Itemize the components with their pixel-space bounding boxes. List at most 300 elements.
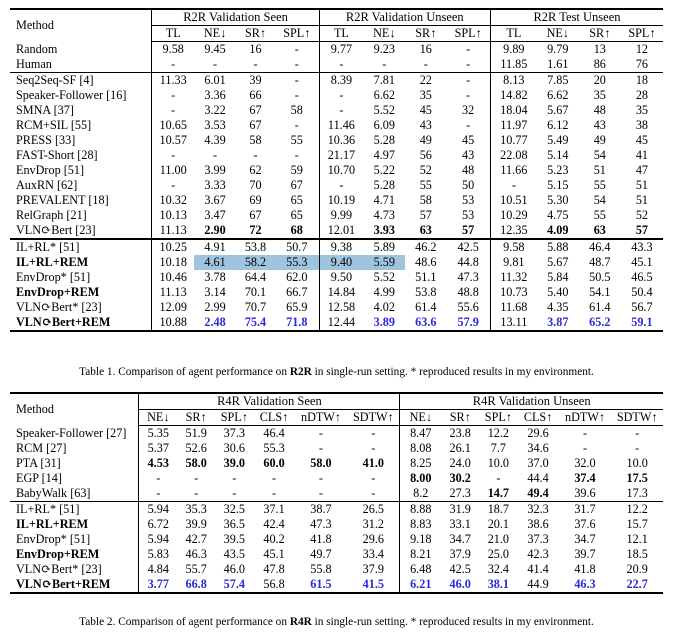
table-cell: -: [319, 57, 363, 73]
table-cell: 4.61: [194, 255, 236, 270]
table-row: [10, 285, 663, 300]
column-header: nDTW↑: [295, 410, 348, 426]
column-header: SPL↑: [479, 410, 517, 426]
table-cell: 39.7: [574, 547, 596, 561]
table-cell: 33.4: [362, 547, 384, 561]
table-cell: 8.00: [400, 471, 441, 486]
table-cell: 58: [290, 103, 303, 117]
table-cell: 49: [593, 133, 606, 147]
table-cell: 67: [249, 103, 262, 117]
table-cell: 38.7: [295, 502, 348, 518]
table-cell: 30.6: [223, 441, 245, 455]
table-cell: 72: [249, 223, 262, 237]
table-cell: 4.97: [373, 148, 395, 162]
table-cell: 70.7: [244, 300, 267, 314]
table-cell: 47.3: [457, 270, 479, 284]
method-name: PREVALENT [18]: [16, 193, 109, 207]
table-cell: 49.4: [527, 486, 549, 500]
table-cell: 18.04: [490, 103, 536, 118]
table-cell: 55.3: [263, 441, 285, 455]
table-cell: 44.9: [517, 577, 558, 593]
table-cell: 9.40: [319, 255, 363, 270]
column-header: SDTW↑: [347, 410, 400, 426]
table-cell: 5.30: [547, 193, 569, 207]
table-cell: 5.59: [363, 255, 405, 270]
table-cell: 52: [419, 163, 432, 177]
table-cell: 3.36: [204, 88, 226, 102]
table-cell: 66: [249, 88, 262, 102]
method-name: RCM+SIL [55]: [16, 118, 92, 132]
table-cell: -: [582, 426, 588, 440]
table-cell: 47.8: [263, 562, 285, 576]
table-cell: 24.0: [449, 456, 471, 470]
table-cell: 41.4: [527, 562, 549, 576]
table-cell: 5.40: [547, 285, 569, 299]
table-cell: 49.7: [310, 547, 332, 561]
table-cell: 11.00: [152, 163, 194, 178]
table-cell: 5.88: [537, 239, 579, 255]
table-cell: 17.5: [626, 471, 648, 485]
table-cell: -: [635, 441, 640, 455]
table-cell: 55.3: [275, 255, 319, 270]
table-cell: 41.8: [310, 532, 332, 546]
table-cell: 20.9: [626, 562, 648, 576]
table-cell: 50.4: [631, 285, 653, 299]
method-name: IL+RL+REM: [16, 255, 89, 269]
table-cell: 45: [419, 103, 432, 117]
table-cell: 18.5: [626, 547, 648, 561]
table-cell: -: [496, 471, 501, 485]
table-cell: 22.7: [611, 577, 663, 593]
table-cell: 52: [635, 208, 648, 222]
table-cell: -: [294, 148, 299, 162]
table-cell: 54: [593, 193, 606, 207]
table-cell: 29.6: [362, 532, 384, 546]
table-cell: 59: [290, 163, 303, 177]
table-row: [10, 255, 663, 270]
table-cell: 43: [593, 118, 606, 132]
table-cell: 10.36: [319, 133, 363, 148]
table-cell: 11.32: [490, 270, 536, 285]
column-header: NE↓: [400, 410, 441, 426]
table-cell: 5.83: [139, 547, 177, 562]
table-cell: 41.8: [574, 562, 596, 576]
table-cell: 9.99: [319, 208, 363, 223]
table-row: [10, 441, 663, 456]
table-cell: 9.77: [319, 42, 363, 58]
table-cell: 70.1: [244, 285, 267, 299]
table-cell: 6.48: [400, 562, 441, 577]
table-cell: 10.18: [152, 255, 194, 270]
table-cell: 57: [462, 223, 475, 237]
table-cell: -: [466, 118, 471, 132]
table-row: [10, 73, 663, 89]
method-name: PRESS [33]: [16, 133, 76, 147]
table-cell: 11.68: [490, 300, 536, 315]
method-name: RelGraph [21]: [16, 208, 87, 222]
table-r2r-comparison: [10, 8, 663, 332]
table-cell: 60.0: [263, 456, 285, 470]
table-cell: 41: [635, 148, 648, 162]
table-cell: 46.3: [559, 577, 612, 593]
column-header: NE↓: [139, 410, 177, 426]
table-cell: 12.44: [319, 315, 363, 331]
table-cell: -: [318, 486, 323, 500]
table-row: [10, 426, 663, 442]
table-cell: 10.70: [319, 163, 363, 178]
table-cell: 3.33: [204, 178, 226, 192]
method-name: Speaker-Follower [27]: [16, 425, 127, 440]
table-cell: 76: [635, 57, 648, 71]
table-cell: 35: [593, 88, 606, 102]
table-cell: 46.3: [185, 547, 207, 561]
table-cell: 12.58: [319, 300, 363, 315]
table-cell: 55: [419, 178, 432, 192]
table-cell: 10.57: [152, 133, 194, 148]
table-cell: 14.84: [319, 285, 363, 300]
table-row: [10, 118, 663, 133]
table-cell: 56.7: [631, 300, 653, 314]
table-cell: 37.9: [449, 547, 471, 561]
table-cell: 13: [593, 42, 606, 56]
table-cell: 17.3: [626, 486, 648, 500]
table-cell: -: [371, 486, 376, 500]
table-cell: 41.5: [347, 577, 400, 593]
table-cell: -: [275, 73, 319, 89]
table-cell: 33.1: [449, 517, 471, 531]
table-cell: 16: [249, 42, 262, 56]
table-cell: -: [319, 88, 363, 103]
table-cell: 37.0: [527, 456, 549, 470]
table-cell: 70: [249, 178, 262, 192]
table-cell: -: [423, 57, 428, 71]
table-cell: 10.32: [152, 193, 194, 208]
table-cell: 14.7: [487, 486, 510, 500]
table-cell: 57.4: [215, 577, 253, 593]
method-name: VLN⟳Bert* [23]: [16, 300, 102, 314]
table-cell: 5.67: [547, 103, 569, 117]
table-cell: -: [319, 178, 363, 193]
table-row: [10, 577, 663, 593]
table-cell: 58.0: [185, 456, 207, 470]
table-cell: 9.58: [152, 42, 194, 58]
table-cell: 5.28: [373, 133, 395, 147]
table-cell: 9.79: [547, 42, 569, 56]
table-cell: 45: [635, 133, 648, 147]
table-cell: 46.0: [441, 577, 479, 593]
table-row: [10, 517, 663, 532]
table-cell: -: [253, 148, 258, 162]
column-header: NE↓: [363, 26, 405, 42]
table-cell: 8.39: [319, 73, 363, 89]
table-cell: 8.13: [490, 73, 536, 89]
table-cell: -: [466, 88, 471, 102]
column-header: SR↑: [441, 410, 479, 426]
table-cell: 46.4: [263, 426, 285, 440]
table-cell: 11.33: [152, 73, 194, 89]
method-name: AuxRN [62]: [16, 178, 78, 192]
table-cell: 26.1: [449, 441, 471, 455]
table-cell: 42.5: [446, 239, 490, 255]
group-header: R4R Validation Unseen: [400, 393, 663, 410]
table-cell: 55: [593, 208, 606, 222]
table-cell: 12.1: [626, 532, 648, 546]
table-row: [10, 223, 663, 239]
method-name: Seq2Seq-SF [4]: [10, 73, 152, 89]
table-cell: 46.5: [631, 270, 653, 284]
table-cell: -: [232, 486, 237, 500]
table-cell: 6.21: [400, 577, 441, 593]
table-cell: -: [294, 42, 299, 56]
table-cell: 42.4: [263, 517, 285, 531]
table-cell: 34.6: [527, 441, 549, 455]
column-header: SPL↑: [446, 26, 490, 42]
table-cell: 9.58: [490, 239, 536, 255]
table-cell: 35.3: [177, 502, 215, 518]
table-cell: 3.22: [204, 103, 226, 117]
table-row: [10, 193, 663, 208]
table-cell: 11.13: [152, 223, 194, 239]
table-cell: 52.6: [185, 441, 207, 455]
table-cell: 8.88: [400, 502, 441, 518]
table-cell: 3.89: [363, 315, 405, 331]
table-row: [10, 456, 663, 471]
table-cell: 50.7: [275, 239, 319, 255]
table-cell: 11.97: [490, 118, 536, 133]
table-cell: -: [139, 486, 177, 502]
method-name: VLN⟳Bert* [23]: [16, 562, 102, 576]
table-cell: -: [446, 73, 490, 89]
table-cell: 65: [290, 193, 303, 207]
table-cell: 58.0: [310, 456, 332, 470]
table-cell: 5.67: [547, 255, 569, 269]
table-cell: 3.78: [204, 270, 226, 284]
table-cell: 11.46: [319, 118, 363, 133]
table-cell: 10.29: [490, 208, 536, 223]
table-cell: 50.5: [589, 270, 611, 284]
column-header: NE↓: [537, 26, 579, 42]
table-cell: 75.4: [236, 315, 275, 331]
table-cell: 28: [635, 88, 648, 102]
column-header: NE↓: [194, 26, 236, 42]
table-cell: 4.99: [373, 285, 395, 299]
table-cell: 46.4: [579, 239, 621, 255]
table-cell: 8.25: [400, 456, 441, 471]
table-cell: 9.89: [490, 42, 536, 58]
table-cell: 57.9: [446, 315, 490, 331]
table-cell: 45: [462, 133, 475, 147]
table-cell: -: [152, 88, 194, 103]
table-cell: 3.87: [537, 315, 579, 331]
table-cell: -: [466, 42, 471, 56]
table-cell: 4.53: [139, 456, 177, 471]
table-cell: 53: [462, 193, 475, 207]
table-cell: -: [371, 471, 376, 485]
column-header: nDTW↑: [559, 410, 612, 426]
method-name: EnvDrop+REM: [16, 547, 100, 561]
table-cell: 53.8: [415, 285, 437, 299]
table-cell: 5.37: [139, 441, 177, 456]
table-cell: 48.8: [457, 285, 479, 299]
table-cell: 48.7: [589, 255, 611, 269]
table-cell: 4.02: [373, 300, 395, 314]
method-name: FAST-Short [28]: [16, 148, 98, 162]
table-cell: 10.46: [152, 270, 194, 285]
column-header: SPL↑: [275, 26, 319, 42]
table-cell: 71.8: [275, 315, 319, 331]
table-cell: 55: [290, 133, 303, 147]
table-cell: -: [371, 426, 376, 440]
table-cell: 6.12: [547, 118, 569, 132]
method-name: IL+RL* [51]: [10, 502, 139, 518]
group-header: R4R Validation Seen: [139, 393, 400, 410]
method-name: EnvDrop+REM: [16, 285, 100, 299]
table-cell: 47.3: [310, 517, 332, 531]
table-cell: 4.91: [194, 239, 236, 255]
method-name: BabyWalk [63]: [16, 486, 91, 500]
table-cell: -: [371, 441, 376, 455]
table-cell: 10.73: [490, 285, 536, 300]
table-cell: 8.47: [400, 426, 441, 442]
table-cell: 55.7: [185, 562, 207, 576]
table-cell: 66.8: [177, 577, 215, 593]
table-row: [10, 103, 663, 118]
method-name: Random: [16, 41, 58, 56]
table-cell: 59.1: [621, 315, 663, 331]
table-cell: 34.7: [449, 532, 471, 546]
table-row: [10, 547, 663, 562]
table-cell: 37.6: [574, 517, 596, 531]
group-header: R2R Validation Unseen: [319, 9, 490, 26]
table-cell: 13.11: [490, 315, 536, 331]
table-cell: 51: [635, 178, 648, 192]
table-cell: 51: [635, 193, 648, 207]
table-cell: 9.50: [319, 270, 363, 285]
table-cell: 40.2: [263, 532, 285, 546]
table-r4r-comparison: [10, 392, 663, 594]
table-row: [10, 42, 663, 58]
table-cell: 3.47: [204, 208, 226, 222]
method-name: SMNA [37]: [16, 103, 74, 117]
table-cell: 43.5: [223, 547, 245, 561]
table-cell: -: [319, 103, 363, 118]
method-name: VLN⟳Bert+REM: [10, 577, 139, 593]
table-cell: 63.6: [405, 315, 446, 331]
table-cell: 58.2: [236, 255, 275, 270]
table-cell: 26.5: [347, 502, 400, 518]
group-header: R2R Validation Seen: [152, 9, 319, 26]
method-name: EnvDrop* [51]: [16, 532, 91, 546]
table-cell: -: [294, 57, 299, 71]
table-cell: 64.4: [244, 270, 267, 284]
table-cell: 55.8: [310, 562, 332, 576]
table-cell: 57: [635, 223, 648, 237]
table-cell: 67: [290, 178, 303, 192]
table-cell: 34.7: [574, 532, 596, 546]
table-cell: 25.0: [487, 547, 510, 561]
table-row: [10, 502, 663, 518]
table-cell: 23.8: [449, 426, 471, 440]
table-cell: 5.89: [363, 239, 405, 255]
table-row: [10, 148, 663, 163]
table-cell: 56: [419, 148, 432, 162]
table-cell: 21.0: [487, 532, 510, 546]
table-cell: 5.94: [139, 502, 177, 518]
table-cell: 69: [249, 193, 262, 207]
table-cell: 4.09: [547, 223, 569, 237]
table-cell: 38.6: [527, 517, 549, 531]
table-cell: 6.62: [547, 88, 569, 102]
method-name: EnvDrop* [51]: [16, 270, 91, 284]
table-cell: 8.2: [400, 486, 441, 502]
table-cell: 16: [419, 42, 432, 56]
table-cell: 56.8: [253, 577, 294, 593]
table-cell: -: [318, 471, 323, 485]
table-cell: 20: [579, 73, 621, 89]
table-cell: 5.84: [547, 270, 569, 284]
table-cell: 20.1: [487, 517, 510, 531]
table-cell: 37.4: [574, 471, 596, 485]
table-cell: 4.35: [547, 300, 569, 314]
table-cell: -: [318, 426, 323, 440]
table-cell: 12: [635, 42, 648, 56]
table-cell: 63: [593, 223, 606, 237]
table-cell: 3.53: [204, 118, 226, 132]
table-cell: 54.1: [589, 285, 611, 299]
table-cell: 2.48: [194, 315, 236, 331]
table-cell: 37.1: [253, 502, 294, 518]
column-header: SR↑: [236, 26, 275, 42]
table-cell: -: [212, 148, 218, 162]
table-cell: 42.7: [185, 532, 207, 546]
table-cell: 31.2: [362, 517, 384, 531]
table2-caption: Table 2. Comparison of agent performance on R4R in single-run setting. * reproduced results in my environment.: [79, 616, 594, 628]
table-cell: -: [152, 178, 194, 193]
table-row: [10, 562, 663, 577]
table-cell: 62.0: [286, 270, 308, 284]
table-cell: -: [212, 57, 218, 71]
table-cell: 39.6: [574, 486, 596, 500]
table-row: [10, 239, 663, 255]
table-row: [10, 270, 663, 285]
table-cell: 51.1: [415, 270, 437, 284]
table-row: [10, 315, 663, 331]
table1-caption: Table 1. Comparison of agent performance on R2R in single-run setting. * reproduced results in my environment.: [79, 366, 594, 378]
table-cell: 29.6: [527, 426, 549, 440]
table-cell: 35: [635, 103, 648, 117]
table-cell: 50: [462, 178, 475, 192]
table-cell: 46.0: [223, 562, 245, 576]
table-cell: 8.83: [400, 517, 441, 532]
table-cell: -: [253, 57, 258, 71]
table-cell: -: [271, 486, 277, 500]
table-cell: 37.9: [362, 562, 384, 576]
table-cell: 12.2: [611, 502, 663, 518]
table-cell: 10.0: [626, 456, 648, 470]
table-cell: 57: [419, 208, 432, 222]
table-cell: 30.2: [449, 471, 471, 485]
table-cell: 43.3: [621, 239, 663, 255]
table-cell: 5.52: [373, 270, 395, 284]
table-cell: 9.38: [319, 239, 363, 255]
table-row: [10, 178, 663, 193]
table-cell: 7.85: [537, 73, 579, 89]
table-cell: -: [466, 57, 471, 71]
table-cell: 44.4: [527, 471, 549, 485]
table-cell: 10.25: [152, 239, 194, 255]
table-cell: 44.8: [457, 255, 479, 269]
method-name: Speaker-Follower [16]: [16, 88, 127, 102]
